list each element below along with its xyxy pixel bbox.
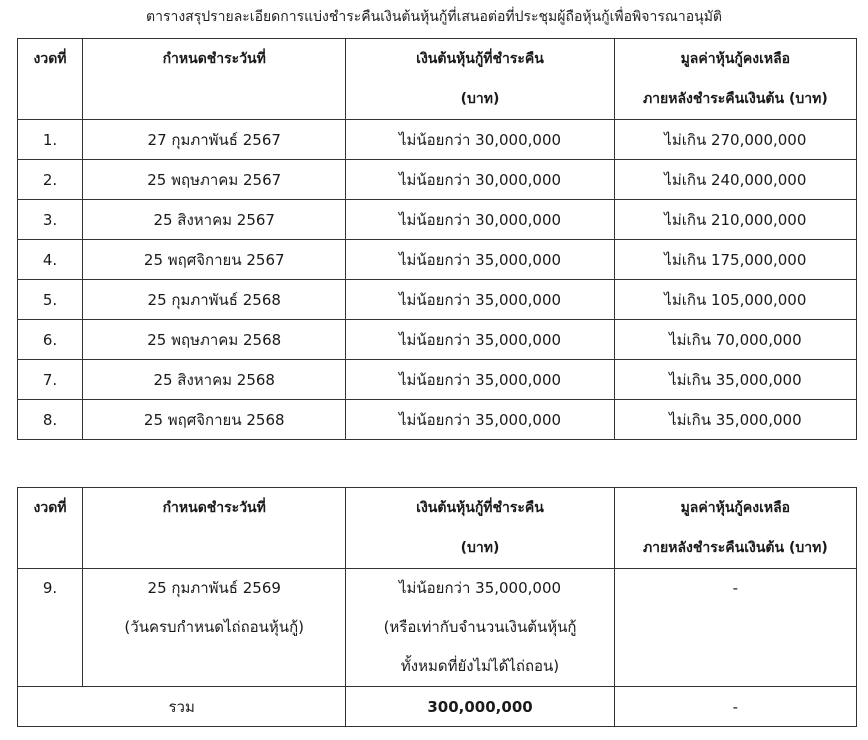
table-row (18, 120, 857, 160)
cell-installment: 7. (18, 360, 83, 400)
cell-principal: ไม่น้อยกว่า 35,000,000 (346, 360, 614, 400)
cell-principal: ไม่น้อยกว่า 35,000,000 (346, 240, 614, 280)
header-installment: งวดที่ (18, 488, 83, 569)
table-header-row (18, 488, 857, 569)
header-due-date: กำหนดชำระวันที่ (83, 488, 346, 569)
cell-due-date: 25 พฤษภาคม 2567 (83, 160, 346, 200)
header-principal: เงินต้นหุ้นกู้ที่ชำระคืน (บาท) (346, 488, 614, 569)
cell-remaining: ไม่เกิน 175,000,000 (614, 240, 856, 280)
total-row (18, 687, 857, 727)
cell-installment: 2. (18, 160, 83, 200)
cell-installment: 9. (18, 569, 83, 687)
cell-installment: 5. (18, 280, 83, 320)
cell-installment: 3. (18, 200, 83, 240)
cell-principal: ไม่น้อยกว่า 35,000,000 (346, 280, 614, 320)
cell-remaining: ไม่เกิน 35,000,000 (614, 400, 856, 440)
cell-installment: 4. (18, 240, 83, 280)
cell-remaining: ไม่เกิน 70,000,000 (614, 320, 856, 360)
cell-principal: ไม่น้อยกว่า 35,000,000 (346, 320, 614, 360)
table-header-row (18, 39, 857, 120)
cell-due-date: 25 สิงหาคม 2568 (83, 360, 346, 400)
cell-due-date: 25 กุมภาพันธ์ 2568 (83, 280, 346, 320)
final-repayment-table (17, 487, 857, 727)
header-remaining: มูลค่าหุ้นกู้คงเหลือ ภายหลังชำระคืนเงินต้น (บาท) (614, 39, 856, 120)
page-title: ตารางสรุปรายละเอียดการแบ่งชำระคืนเงินต้นหุ้นกู้ที่เสนอต่อที่ประชุมผู้ถือหุ้นกู้เพื่อพิจารณาอนุมัติ (145, 9, 723, 25)
table-row (18, 400, 857, 440)
cell-principal: ไม่น้อยกว่า 30,000,000 (346, 200, 614, 240)
header-remaining: มูลค่าหุ้นกู้คงเหลือ ภายหลังชำระคืนเงินต้น (บาท) (614, 488, 856, 569)
table-row (18, 569, 857, 687)
repayment-schedule-table (17, 38, 857, 440)
cell-principal: ไม่น้อยกว่า 30,000,000 (346, 160, 614, 200)
header-due-date: กำหนดชำระวันที่ (83, 39, 346, 120)
table-row (18, 160, 857, 200)
header-installment: งวดที่ (18, 39, 83, 120)
cell-due-date: 25 พฤศจิกายน 2567 (83, 240, 346, 280)
cell-remaining: ไม่เกิน 240,000,000 (614, 160, 856, 200)
cell-remaining: ไม่เกิน 270,000,000 (614, 120, 856, 160)
table-row (18, 360, 857, 400)
cell-principal: ไม่น้อยกว่า 35,000,000 (หรือเท่ากับจำนวนเงินต้นหุ้นกู้ ทั้งหมดที่ยังไม่ได้ไถ่ถอน) (346, 569, 614, 687)
total-principal: 300,000,000 (346, 687, 614, 727)
total-remaining: - (614, 687, 856, 727)
cell-due-date: 27 กุมภาพันธ์ 2567 (83, 120, 346, 160)
table-row (18, 200, 857, 240)
cell-principal: ไม่น้อยกว่า 35,000,000 (346, 400, 614, 440)
cell-remaining: ไม่เกิน 35,000,000 (614, 360, 856, 400)
cell-due-date: 25 พฤษภาคม 2568 (83, 320, 346, 360)
cell-due-date: 25 สิงหาคม 2567 (83, 200, 346, 240)
header-principal: เงินต้นหุ้นกู้ที่ชำระคืน (บาท) (346, 39, 614, 120)
cell-installment: 6. (18, 320, 83, 360)
cell-installment: 1. (18, 120, 83, 160)
table-row (18, 240, 857, 280)
cell-remaining: ไม่เกิน 105,000,000 (614, 280, 856, 320)
cell-remaining: - (614, 569, 856, 687)
total-label: รวม (18, 687, 346, 727)
cell-installment: 8. (18, 400, 83, 440)
cell-principal: ไม่น้อยกว่า 30,000,000 (346, 120, 614, 160)
table-row (18, 320, 857, 360)
cell-remaining: ไม่เกิน 210,000,000 (614, 200, 856, 240)
cell-due-date: 25 กุมภาพันธ์ 2569 (วันครบกำหนดไถ่ถอนหุ้นกู้) (83, 569, 346, 687)
cell-due-date: 25 พฤศจิกายน 2568 (83, 400, 346, 440)
table-row (18, 280, 857, 320)
